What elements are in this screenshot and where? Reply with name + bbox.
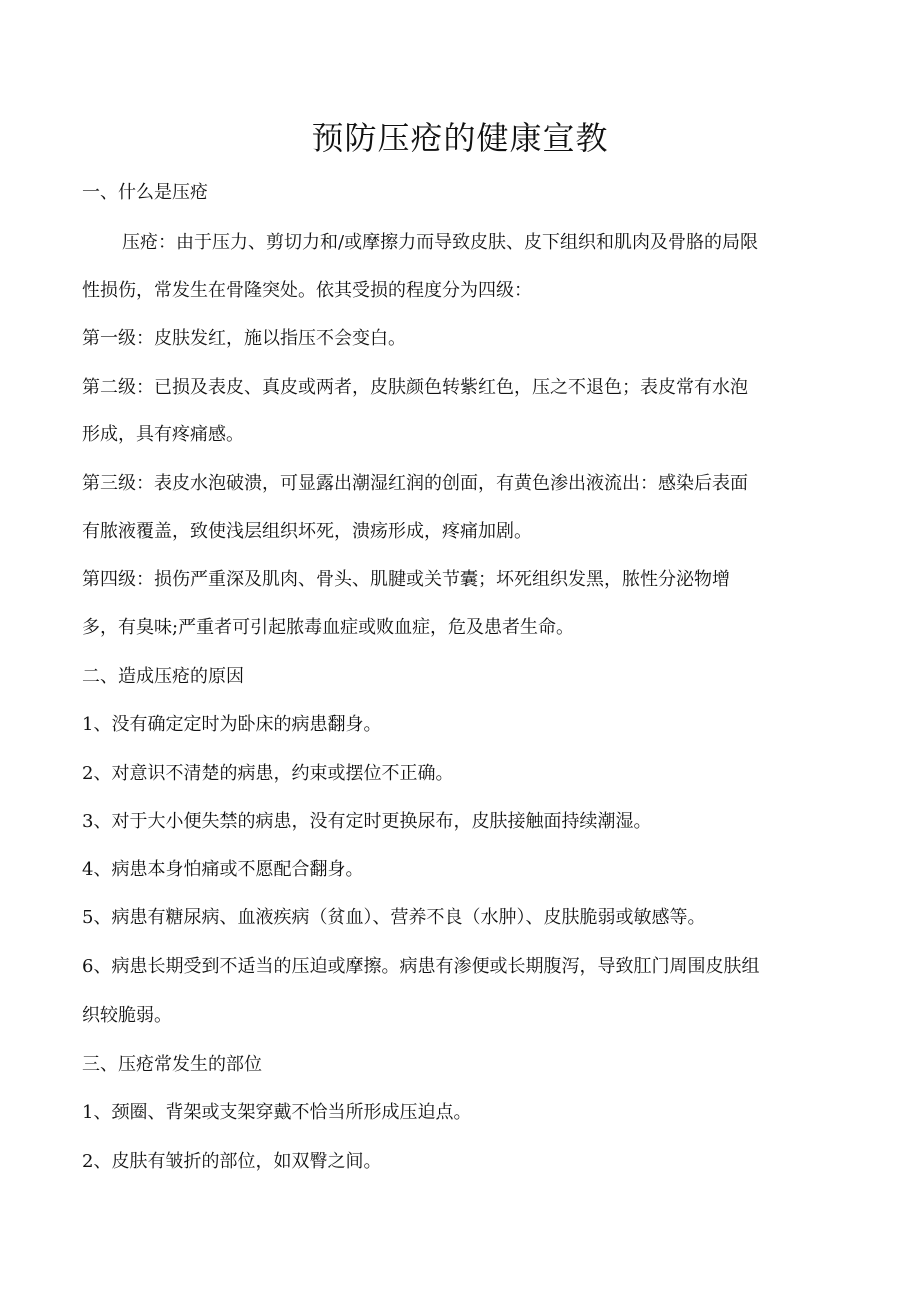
cause-item-2: 2、对意识不清楚的病患，约束或摆位不正确。 [82, 763, 454, 784]
section-heading-common-sites: 三、压疮常发生的部位 [82, 1054, 262, 1075]
cause-item-3: 3、对于大小便失禁的病患，没有定时更换尿布，皮肤接触面持续潮湿。 [82, 811, 652, 832]
site-item-1: 1、颈圈、背架或支架穿戴不恰当所形成压迫点。 [82, 1102, 472, 1123]
document-title: 预防压疮的健康宣教 [311, 119, 609, 157]
grade-1-text: 第一级：皮肤发红，施以指压不会变白。 [82, 328, 406, 349]
cause-item-5: 5、病患有糖尿病、血液疾病（贫血）、营养不良（水肿）、皮肤脆弱或敏感等。 [82, 907, 706, 928]
grade-2-line-2: 形成，具有疼痛感。 [82, 424, 244, 445]
cause-item-6-line-1: 6、病患长期受到不适当的压迫或摩擦。病患有渗便或长期腹泻，导致肛门周围皮肤组 [82, 956, 760, 977]
definition-paragraph-line-1: 压疮：由于压力、剪切力和/或摩擦力而导致皮肤、皮下组织和肌肉及骨胳的局限 [122, 232, 759, 253]
grade-3-line-2: 有脓液覆盖，致使浅层组织坏死，溃疡形成，疼痛加剧。 [82, 521, 532, 542]
section-heading-causes: 二、造成压疮的原因 [82, 666, 244, 687]
grade-4-line-2: 多，有臭味;严重者可引起脓毒血症或败血症，危及患者生命。 [82, 617, 575, 638]
site-item-2: 2、皮肤有皱折的部位，如双臀之间。 [82, 1151, 382, 1172]
cause-item-4: 4、病患本身怕痛或不愿配合翻身。 [82, 859, 364, 880]
cause-item-1: 1、没有确定定时为卧床的病患翻身。 [82, 714, 382, 735]
grade-3-line-1: 第三级：表皮水泡破溃，可显露出潮湿红润的创面，有黄色渗出液流出：感染后表面 [82, 473, 748, 494]
grade-4-line-1: 第四级：损伤严重深及肌肉、骨头、肌腱或关节囊；坏死组织发黑，脓性分泌物增 [82, 569, 730, 590]
section-heading-what-is-pressure-ulcer: 一、什么是压疮 [82, 182, 208, 203]
cause-item-6-line-2: 织较脆弱。 [82, 1005, 172, 1026]
definition-paragraph-line-2: 性损伤，常发生在骨隆突处。依其受损的程度分为四级： [82, 280, 532, 301]
grade-2-line-1: 第二级：已损及表皮、真皮或两者，皮肤颜色转紫红色，压之不退色；表皮常有水泡 [82, 377, 748, 398]
